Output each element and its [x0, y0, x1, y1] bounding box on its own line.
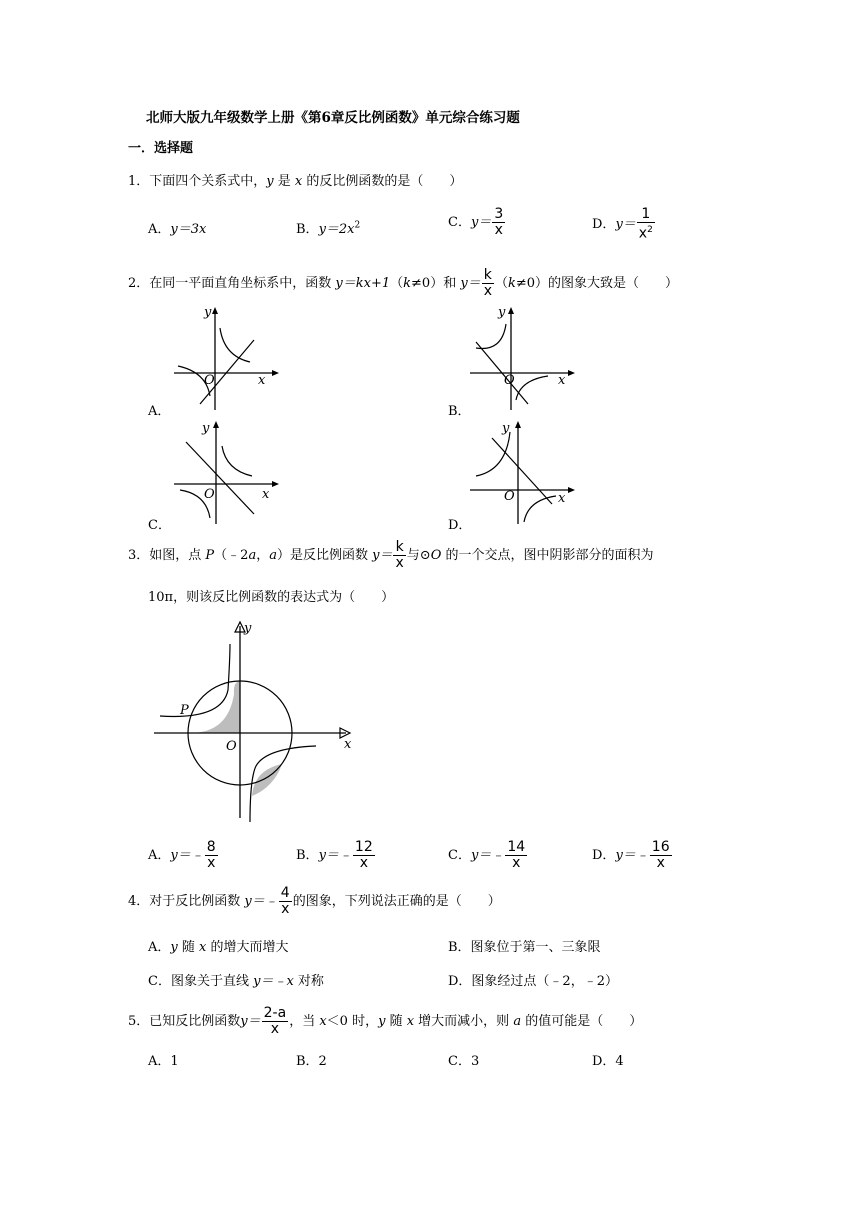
q5-option-b: B．2: [296, 1054, 327, 1069]
q2d-y-label: y: [502, 421, 510, 436]
q2d-origin: O: [504, 489, 515, 504]
q1-option-d: D．y＝ $\frac{1}{x^2}$: [592, 206, 653, 242]
q2d-x-label: x: [558, 491, 566, 506]
q2-option-d-label: D．: [448, 518, 472, 533]
q5-option-d: D．4: [592, 1054, 624, 1069]
q5-fraction: $\frac{2-a}{x}$: [263, 1005, 287, 1037]
q3-figure: [150, 618, 360, 828]
q4-stem: 4．对于反比例函数 y＝﹣ $\frac{4}{x}$ 的图象，下列说法正确的是（ ）: [128, 885, 501, 917]
q1-d-fraction: $\frac{1}{x^2}$: [638, 206, 653, 242]
q2-graph-a: [172, 304, 282, 414]
q5-option-a: A．1: [148, 1054, 179, 1069]
q3-y-label: y: [244, 621, 252, 636]
q2b-origin: O: [504, 373, 515, 388]
q2-graph-b: [468, 304, 578, 414]
q2-graph-d: [468, 418, 578, 528]
q3-option-c: C．y＝﹣ $\frac{14}{x}$: [448, 839, 526, 871]
q1-option-a: A．y＝3x: [148, 222, 207, 237]
q2b-y-label: y: [498, 305, 506, 320]
q1-option-b: B．$y=2x^2$: [296, 220, 361, 237]
q2-option-b-label: B．: [448, 404, 471, 419]
q1-option-c: C．y＝ $\frac{3}{x}$: [448, 206, 504, 238]
q2c-origin: O: [204, 487, 215, 502]
q4-option-b: B．图象位于第一、三象限: [448, 940, 601, 955]
page-title: 北师大版九年级数学上册《第6章反比例函数》单元综合练习题: [146, 110, 520, 126]
q5-option-c: C．3: [448, 1054, 480, 1069]
q4-option-a: A．y 随 x 的增大而增大: [148, 940, 289, 955]
q2a-origin: O: [204, 373, 215, 388]
q3-point-p-label: P: [180, 703, 189, 718]
q2c-y-label: y: [202, 421, 210, 436]
q1-c-fraction: $\frac{3}{x}$: [494, 206, 504, 238]
q3-option-d: D．y＝﹣ $\frac{16}{x}$: [592, 839, 670, 871]
q5-stem: 5．已知反比例函数y＝ $\frac{2-a}{x}$ ，当 x＜0 时，y 随 x 增大而减小，则 a 的值可能是（ ）: [128, 1005, 643, 1037]
q4-option-c: C．图象关于直线 y＝﹣x 对称: [148, 974, 324, 989]
q2a-x-label: x: [258, 373, 266, 388]
q2-stem: 2．在同一平面直角坐标系中，函数 y＝kx+1（k≠0）和 y＝ $\frac{k}{x}$ （k≠0）的图象大致是（ ）: [128, 267, 679, 299]
q3-stem-line2: 10π，则该反比例函数的表达式为（ ）: [148, 590, 395, 605]
section-heading: 一．选择题: [128, 141, 194, 156]
q3-origin-label: O: [226, 739, 237, 754]
q3-x-label: x: [344, 737, 352, 752]
q2-fraction: $\frac{k}{x}$: [483, 267, 492, 299]
q3-stem-line1: 3．如图，点 P（﹣2a，a）是反比例函数 y＝ $\frac{k}{x}$ 与⊙O 的一个交点，图中阴影部分的面积为: [128, 539, 654, 571]
q2-graph-c: [172, 418, 282, 528]
q3-fraction: $\frac{k}{x}$: [395, 539, 404, 571]
q2c-x-label: x: [262, 487, 270, 502]
q2a-y-label: y: [204, 305, 212, 320]
q2-option-c-label: C．: [148, 518, 171, 533]
q3-option-a: A．y＝﹣ $\frac{8}{x}$: [148, 839, 216, 871]
q3-option-b: B．y＝﹣ $\frac{12}{x}$: [296, 839, 373, 871]
q4-fraction: $\frac{4}{x}$: [280, 885, 290, 917]
q2-option-a-label: A．: [148, 404, 171, 419]
q2b-x-label: x: [558, 373, 566, 388]
q1-stem: 1．下面四个关系式中，y 是 x 的反比例函数的是（ ）: [128, 174, 463, 189]
q4-option-d: D．图象经过点（﹣2，﹣2）: [448, 974, 618, 989]
